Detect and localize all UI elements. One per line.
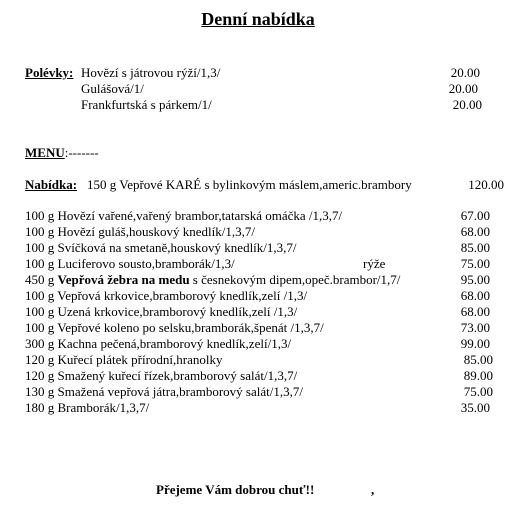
- dish-item: 100 g Uzená krkovice,bramborový knedlík,zelí /1,3/: [25, 304, 298, 319]
- soup-item-name: Gulášová/1/: [81, 81, 144, 96]
- dish-price: 99.00: [460, 336, 490, 351]
- footer-mark: ,: [371, 482, 375, 497]
- dish-item: 450 g Vepřová žebra na medu s česnekovým dipem,opeč.brambor/1,7/: [25, 272, 401, 287]
- dish-item: 300 g Kachna pečená,bramborový knedlík,zelí/1,3/: [25, 336, 292, 351]
- dish-price: 89.00: [463, 368, 493, 383]
- dish-item: 130 g Smažená vepřová játra,bramborový salát/1,3,7/: [25, 384, 303, 399]
- dish-item: 180 g Bramborák/1,3,7/: [25, 400, 150, 415]
- dish-price: 95.00: [460, 272, 490, 287]
- offer-price: 120.00: [468, 177, 504, 192]
- soup-item-price: 20.00: [452, 97, 482, 112]
- soup-item-name: Hovězí s játrovou rýží/1,3/: [81, 65, 221, 80]
- dish-price: 35.00: [460, 400, 490, 415]
- dish-item: 120 g Kuřecí plátek přírodní,hranolky: [25, 352, 223, 367]
- dish-item: 100 g Hovězí guláš,houskový knedlík/1,3,7/: [25, 224, 256, 239]
- soup-item-price: 20.00: [448, 81, 478, 96]
- soups-label: Polévky:: [25, 65, 74, 80]
- menu-heading: [25, 146, 99, 160]
- menu-suffix: :-------: [64, 145, 99, 160]
- dish-price: 68.00: [460, 304, 490, 319]
- dish-item: 100 g Luciferovo sousto,bramborák/1,3/: [25, 256, 235, 271]
- soup-item-price: 20.00: [450, 65, 480, 80]
- offer-label: Nabídka:: [25, 177, 78, 192]
- footer-greeting: Přejeme Vám dobrou chuť!!: [156, 482, 315, 497]
- menu-label: MENU: [25, 145, 65, 160]
- dish-price: 67.00: [460, 208, 490, 223]
- dish-extra: rýže: [363, 256, 386, 271]
- dish-price: 68.00: [460, 224, 490, 239]
- dish-item: 100 g Vepřové koleno po selsku,bramborák,špenát /1,3,7/: [25, 320, 324, 335]
- dish-item: 100 g Svíčková na smetaně,houskový knedlík/1,3,7/: [25, 240, 297, 255]
- offer-text: 150 g Vepřové KARÉ s bylinkovým máslem,americ.brambory: [87, 177, 412, 192]
- dish-price: 85.00: [460, 240, 490, 255]
- dish-price: 68.00: [460, 288, 490, 303]
- dish-item: 100 g Hovězí vařené,vařený brambor,tatarská omáčka /1,3,7/: [25, 208, 343, 223]
- dish-item: 120 g Smažený kuřecí řízek,bramborový salát/1,3,7/: [25, 368, 298, 383]
- dish-price: 75.00: [463, 384, 493, 399]
- page-title: Denní nabídka: [201, 9, 315, 29]
- dish-price: 73.00: [460, 320, 490, 335]
- dish-price: 75.00: [460, 256, 490, 271]
- dish-item: 100 g Vepřová krkovice,bramborový knedlík,zelí /1,3/: [25, 288, 308, 303]
- soup-item-name: Frankfurtská s párkem/1/: [81, 97, 212, 112]
- dish-price: 85.00: [463, 352, 493, 367]
